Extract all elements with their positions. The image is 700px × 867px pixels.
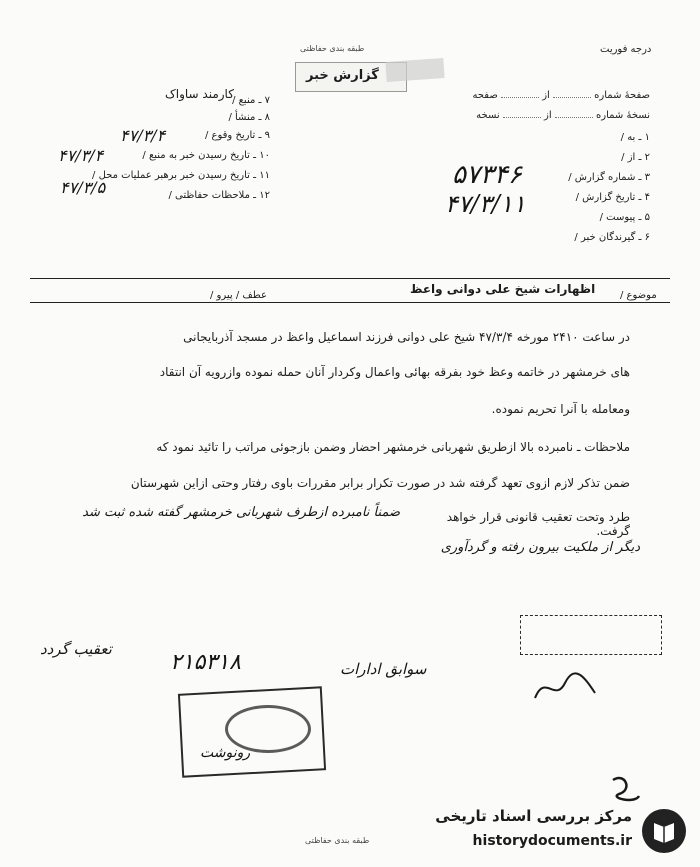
left-field-11-label: ۱۱ ـ تاریخ رسیدن خبر برهبر عملیات محل / [92, 170, 270, 181]
report-number-value: ۵۷۳۴۶ [452, 160, 522, 190]
stamp-signature: رونوشت [200, 745, 251, 761]
notes-line-1: ملاحظات ـ نامبرده بالا ازطریق شهربانی خرمشهر احضار وضمن بازجوئی مراتب را تائید نمود که [156, 440, 630, 454]
left-field-7 [180, 95, 270, 106]
left-field-12-value: ۴۷/۳/۵ [60, 178, 106, 197]
page-unit-label: صفحه [472, 90, 498, 101]
left-field-10-label: ۱۰ ـ تاریخ رسیدن خبر به منبع / [142, 150, 270, 161]
left-field-9-label: ۹ ـ تاریخ وقوع / [204, 130, 270, 141]
left-field-10-value: ۴۷/۳/۴ [58, 146, 104, 165]
right-field-1 [560, 132, 650, 143]
right-field-4 [540, 192, 650, 203]
subject-label: موضوع / [620, 290, 657, 301]
header-divider [30, 278, 670, 279]
left-field-9-value: ۴۷/۳/۴ [120, 126, 166, 145]
priority-label: درجه فوریت [600, 44, 652, 55]
right-field-5 [560, 212, 650, 223]
handwritten-note-2: دیگر از ملکیت بیرون رفته و گردآوری [440, 540, 640, 555]
left-field-12 [130, 190, 270, 201]
copy-unit-label: نسخه [476, 110, 500, 121]
page-number-row [410, 90, 650, 101]
agent-label: کارمند ساواک [165, 87, 234, 101]
report-date-value: ۴۷/۳/۱۱ [445, 190, 526, 218]
top-right-stamp [520, 615, 662, 655]
page-no-label: صفحهٔ شماره [594, 90, 650, 101]
classification-bottom: طبقه بندی حفاظتی [305, 836, 370, 845]
subject-text: اظهارات شیخ علی دوانی واعظ [410, 282, 596, 296]
scribble-mark [605, 770, 645, 810]
handwritten-note-1: ضمناً نامبرده ازطرف شهربانی خرمشهر گفته شده ثبت شد [82, 505, 400, 520]
notes-line-2: ضمن تذکر لازم ازوی تعهد گرفته شد در صورت تکرار برابر مقررات باوی رفتار وحتی ازاین شهرستان [130, 476, 630, 490]
left-field-12-label: ۱۲ ـ ملاحظات حفاظتی / [168, 190, 270, 201]
left-field-8 [180, 112, 270, 123]
watermark-title: مرکز بررسی اسناد تاریخی [435, 807, 632, 825]
copy-number-row [410, 110, 650, 121]
signature-scribble [530, 668, 600, 712]
notes-line-3: طرد وتحت تعقیب قانونی قرار خواهد گرفت. [446, 510, 630, 538]
stamp-smudge [385, 58, 444, 82]
right-field-3 [540, 172, 650, 183]
watermark-logo-icon [642, 809, 686, 853]
watermark-url: historydocuments.ir [472, 833, 632, 849]
subject-underline [30, 302, 670, 303]
left-field-7-label: ۷ ـ منبع / [232, 95, 270, 106]
body-line-1: در ساعت ۲۴۱۰ مورخه ۴۷/۳/۴ شیخ علی دوانی فرزند اسماعیل واعظ در مسجد آذربایجانی [183, 330, 630, 344]
handwritten-number: ۲۱۵۳۱۸ [170, 650, 241, 675]
book-icon [642, 809, 686, 853]
signature-mark [530, 668, 600, 708]
classification-top: طبقه بندی حفاظتی [300, 44, 365, 53]
right-field-1-label: ۱ ـ به / [620, 132, 650, 143]
right-field-4-label: ۴ ـ تاریخ گزارش / [575, 192, 650, 203]
right-field-2-label: ۲ ـ از / [621, 152, 650, 163]
body-line-2: های خرمشهر در خاتمه وعظ خود بفرقه بهائی واعمال وکردار آنان حمله نموده وازرویه آن انتقاد [159, 365, 630, 379]
watermark [415, 805, 690, 861]
right-field-3-label: ۳ ـ شماره گزارش / [568, 172, 650, 183]
form-title: گزارش خبر [306, 68, 379, 83]
left-field-8-label: ۸ ـ منشأ / [228, 112, 270, 123]
reference-label: عطف / پیرو / [210, 290, 267, 301]
right-field-6-label: ۶ ـ گیرندگان خبر / [574, 232, 650, 243]
right-field-2 [560, 152, 650, 163]
copy-no-label: نسخهٔ شماره [596, 110, 650, 121]
page-of-label: از [542, 90, 550, 101]
copy-of-label: از [544, 110, 552, 121]
handwritten-followup: تعقیب گردد [40, 640, 112, 658]
right-field-5-label: ۵ ـ پیوست / [599, 212, 650, 223]
body-line-3: ومعامله با آنرا تحریم نموده. [491, 402, 630, 416]
handwritten-records: سوابق ادارات [340, 660, 427, 678]
right-field-6 [520, 232, 650, 243]
left-field-10 [110, 150, 270, 161]
